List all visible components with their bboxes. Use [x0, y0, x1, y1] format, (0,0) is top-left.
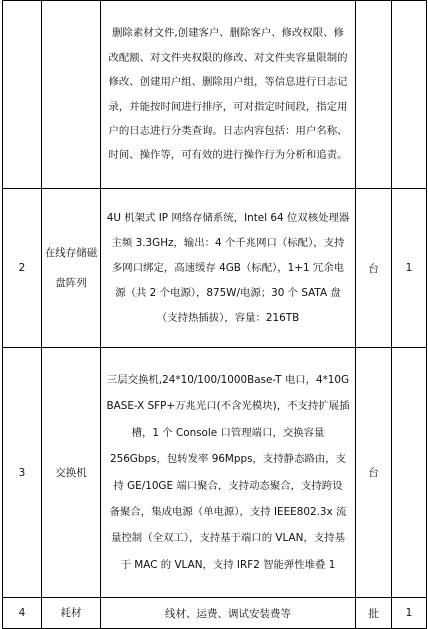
item-description-cell: [101, 189, 356, 348]
item-number-cell: 4: [3, 598, 42, 629]
description-line: 户的日志进行分类查询。日志内容包括：用户名称、: [108, 124, 348, 137]
description-line: BASE-X SFP+万兆光口(不含光模块)，不支持扩展插: [106, 400, 350, 413]
item-description-cell: 线材、运费、调试安装费等: [101, 598, 356, 629]
item-quantity-cell: [392, 348, 427, 598]
description-line: 多网口绑定，高速缓存 4GB（标配），1+1 冗余电: [111, 261, 345, 274]
description-line: 修改、创建用户组、删除用户组，等信息进行日志记: [108, 76, 348, 89]
item-number-cell: [3, 1, 42, 189]
description-line: 量控制（全双工），支持基于端口的 VLAN，支持基: [111, 532, 345, 545]
item-name-cell: [42, 348, 101, 598]
description-line: 备聚合，集成电源（单电源），支持 IEEE802.3x 流: [109, 505, 347, 518]
item-name-line: 耗材: [60, 607, 82, 619]
description-line: 于 MAC 的 VLAN，支持 IRF2 智能弹性堆叠 1: [120, 558, 336, 571]
equipment-spec-table: [2, 0, 427, 629]
item-name-cell: [42, 189, 101, 348]
table-row-item-2: [3, 189, 427, 348]
item-description-cell: [101, 1, 356, 189]
item-description-cell: [101, 348, 356, 598]
description-line: 4U 机架式 IP 网络存储系统，Intel 64 位双核处理器: [106, 211, 350, 224]
item-quantity-cell: 1: [392, 598, 427, 629]
item-name-cell: [42, 1, 101, 189]
item-name-line: 交换机: [55, 466, 87, 479]
description-line: 主频 3.3GHz，输出：4 个千兆网口（标配），支持: [111, 236, 345, 249]
description-line: 时间、操作等，可有效的进行操作行为分析和追责。: [108, 149, 348, 162]
table-row-continued: [3, 1, 427, 189]
item-name-cell: [42, 598, 101, 629]
item-unit-cell: 批: [356, 598, 392, 629]
description-line: 改配额、对文件夹权限的修改、对文件夹容量限制的: [108, 51, 348, 64]
description-line: 256Gbps，包转发率 96Mpps，支持静态路由，支: [109, 453, 347, 466]
item-unit-cell: 台: [356, 348, 392, 598]
description-line: （支持热插拔），容量：216TB: [156, 311, 300, 324]
table-row-item-4: [3, 598, 427, 629]
description-line: 源（共 2 个电源），875W/电源；30 个 SATA 盘: [115, 286, 341, 299]
description-line: 持 GE/10GE 端口聚合，支持动态聚合，支持跨设: [113, 479, 343, 492]
description-line: 录，并能按时间进行排序，可对指定时间段，指定用: [108, 100, 348, 113]
item-unit-cell: [356, 1, 392, 189]
item-unit-cell: 台: [356, 189, 392, 348]
table-row-item-3: [3, 348, 427, 598]
item-quantity-cell: [392, 1, 427, 189]
description-line: 删除素材文件,创建客户、删除客户、修改权限、修: [112, 27, 344, 40]
item-name-line: 盘阵列: [55, 277, 87, 289]
item-number-cell: 2: [3, 189, 42, 348]
description-line: 三层交换机,24*10/100/1000Base-T 电口，4*10G: [106, 373, 350, 386]
item-quantity-cell: 1: [392, 189, 427, 348]
item-number-cell: 3: [3, 348, 42, 598]
item-name-line: 在线存储磁: [44, 247, 98, 259]
description-line: 槽，1 个 Console 口管理端口，交换容量: [131, 426, 325, 439]
